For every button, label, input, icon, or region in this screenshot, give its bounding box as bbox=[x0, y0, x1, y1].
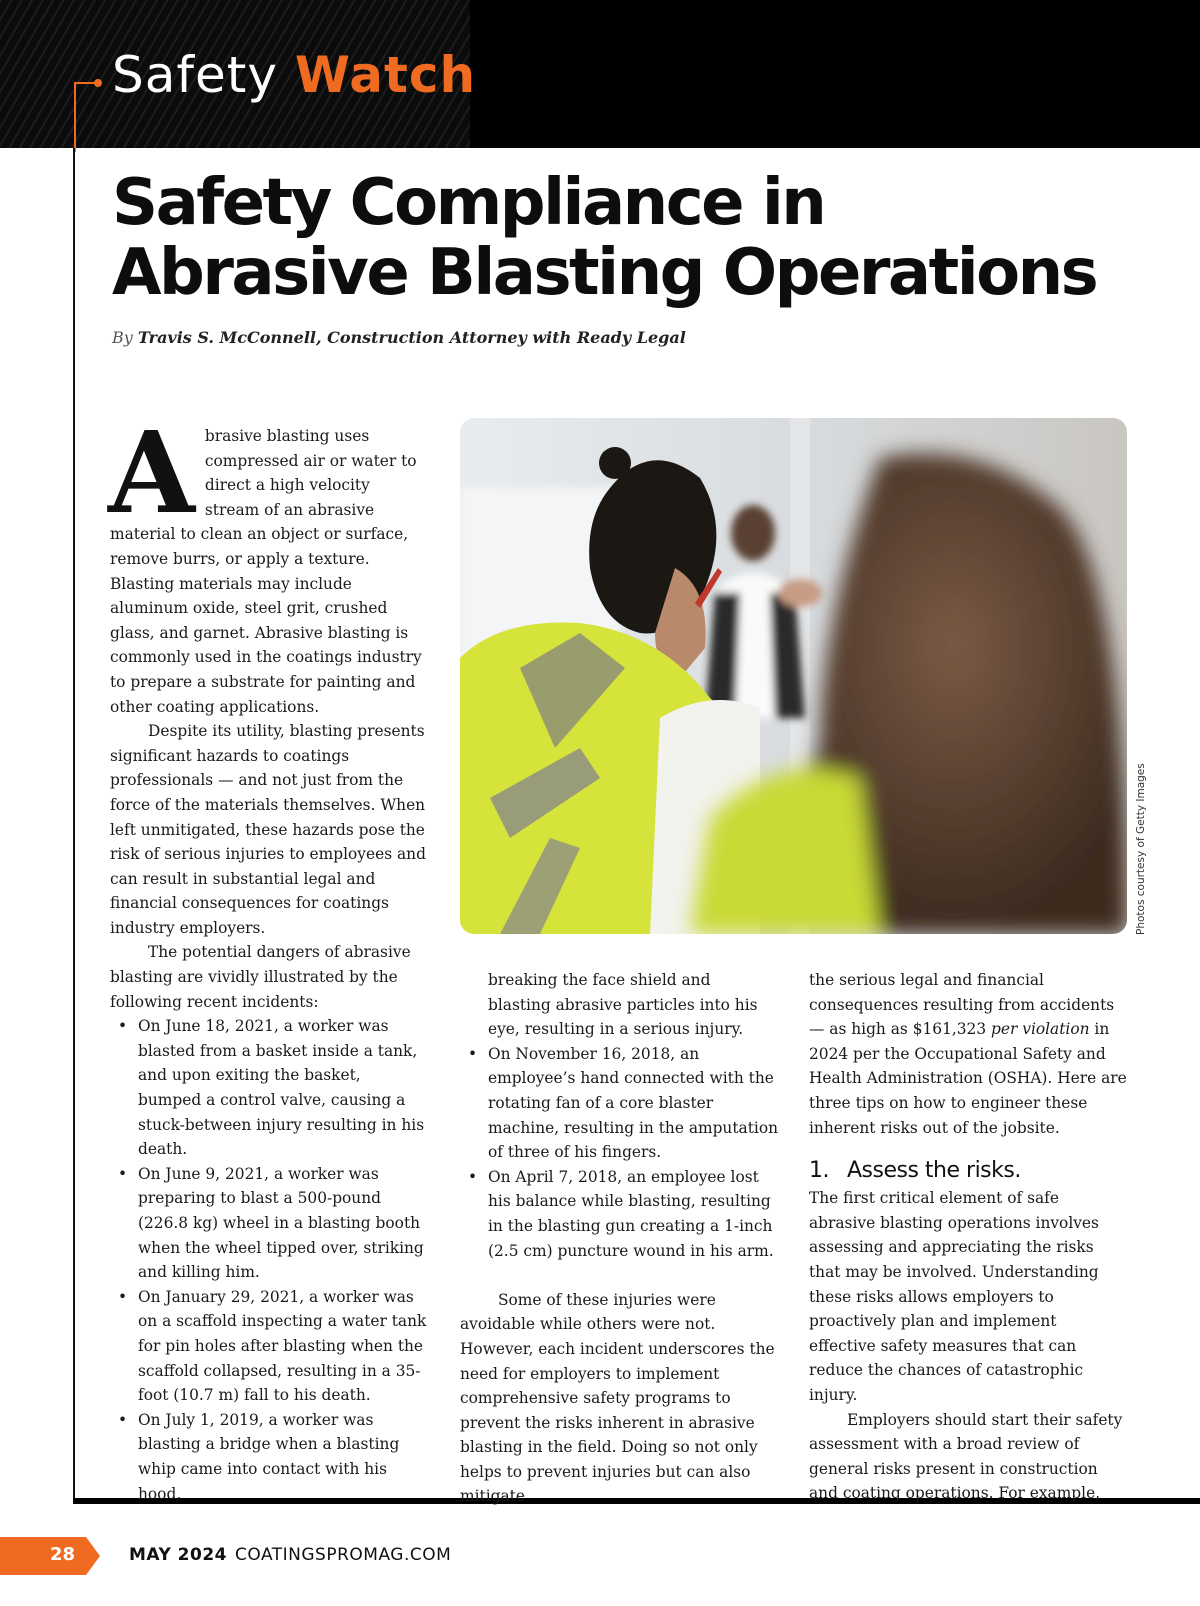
paragraph-avoidable: Some of these injuries were avoidable while others were not. However, each incident underscores the need for employers to implement comprehensive safety programs to prevent the risks inherent in abrasive blasting in the field. Doing so not only helps to prevent injuries but can also mitigate bbox=[460, 1290, 775, 1506]
drop-cap: A bbox=[108, 408, 195, 539]
footer-issue: MAY 2024 bbox=[129, 1545, 227, 1565]
list-item: breaking the face shield and blasting abrasive particles into his eye, resulting in a serious injury. bbox=[488, 971, 758, 1039]
byline-prefix: By bbox=[112, 328, 133, 347]
left-vertical-rule bbox=[73, 148, 75, 1500]
paragraph-consequences: the serious legal and financial consequences resulting from accidents — as high as $161,323 per violation in 2024 per the Occupational Safety and Health Administration (OSHA). Here are three tips on how to engineer these inherent risks out of the jobsite. bbox=[809, 971, 1127, 1137]
byline bbox=[112, 328, 686, 347]
list-item: • On April 7, 2018, an employee lost his balance while blasting, resulting in the blasting gun creating a 1-inch (2.5 cm) puncture wound in his arm. bbox=[460, 1165, 778, 1263]
bullet: • bbox=[118, 1017, 128, 1036]
byline-author: Travis S. McConnell, Construction Attorney with Ready Legal bbox=[137, 328, 686, 347]
list-item: • On January 29, 2021, a worker was on a scaffold inspecting a water tank for pin holes after blasting when the scaffold collapsed, resulting in a 35-foot (10.7 m) fall to his death. bbox=[110, 1285, 428, 1408]
bullet: • bbox=[118, 1164, 128, 1183]
column-3 bbox=[809, 968, 1127, 1506]
section-heading-assess bbox=[809, 1156, 1127, 1186]
header-accent-drop bbox=[74, 82, 76, 152]
intro-text: brasive blasting uses compressed air or water to direct a high velocity stream of an abrasive material to clean an object or surface, remove burrs, or apply a texture. Blasting materials may include aluminum oxide, steel grit, crushed glass, and garnet. Abrasive blasting is commonly used in the coatings industry to prepare a substrate for painting and other coating applications. bbox=[110, 427, 422, 716]
paragraph-review: Employers should start their safety assessment with a broad review of general risks present in construction and coating operations. For example, bbox=[809, 1410, 1123, 1503]
list-item: • On November 16, 2018, an employee’s hand connected with the rotating fan of a core blaster machine, resulting in the amputation of three of his fingers. bbox=[460, 1042, 778, 1165]
section-number: 1. bbox=[809, 1158, 829, 1184]
column-1 bbox=[108, 408, 428, 1506]
bullet: • bbox=[118, 1410, 128, 1429]
classroom-photo-illustration bbox=[460, 418, 1127, 934]
list-item: • On July 1, 2019, a worker was blasting a bridge when a blasting whip came into contact with his hood, bbox=[110, 1408, 428, 1506]
paragraph-incidents-intro: The potential dangers of abrasive blasting are vividly illustrated by the following recent incidents: bbox=[110, 943, 411, 1011]
header-accent-dot bbox=[94, 79, 102, 87]
page-number: 28 bbox=[50, 1544, 76, 1565]
bullet: • bbox=[468, 1167, 478, 1186]
footer-site: COATINGSPROMAG.COM bbox=[235, 1545, 452, 1565]
article-title: Safety Compliance in Abrasive Blasting Operations bbox=[112, 166, 1097, 310]
section-word-watch: Watch bbox=[294, 46, 477, 104]
section-word-safety: Safety bbox=[112, 46, 278, 104]
list-item: • On June 18, 2021, a worker was blasted from a basket inside a tank, and upon exiting the basket, bumped a control valve, causing a stuck-between injury resulting in his death. bbox=[110, 1014, 428, 1162]
footer bbox=[129, 1545, 451, 1565]
bullet: • bbox=[118, 1287, 128, 1306]
incident-list-continued bbox=[460, 968, 778, 1263]
intro-paragraph bbox=[108, 408, 428, 719]
emphasis-per-violation: per violation bbox=[991, 1020, 1090, 1039]
header-solid-panel bbox=[470, 0, 1200, 148]
photo-credit: Photos courtesy of Getty Images bbox=[1135, 763, 1147, 935]
section-title: Assess the risks. bbox=[847, 1158, 1021, 1184]
paragraph-assess: The first critical element of safe abrasive blasting operations involves assessing and appreciating the risks that may be involved. Understanding these risks allows employers to proactively plan and implement effective safety measures that can reduce the chances of catastrophic injury. bbox=[809, 1189, 1099, 1404]
article-photo bbox=[460, 418, 1127, 934]
paragraph-gap bbox=[460, 1263, 778, 1288]
section-label bbox=[112, 46, 477, 104]
paragraph-hazards: Despite its utility, blasting presents significant hazards to coatings professionals — and not just from the force of the materials themselves. When left unmitigated, these hazards pose the risk of serious injuries to employees and can result in substantial legal and financial consequences for coatings industry employers. bbox=[110, 722, 426, 937]
incident-list bbox=[110, 1014, 428, 1506]
list-item: • On June 9, 2021, a worker was preparing to blast a 500-pound (226.8 kg) wheel in a blasting booth when the wheel tipped over, striking and killing him. bbox=[110, 1162, 428, 1285]
column-2 bbox=[460, 968, 778, 1509]
bullet: • bbox=[468, 1044, 478, 1063]
